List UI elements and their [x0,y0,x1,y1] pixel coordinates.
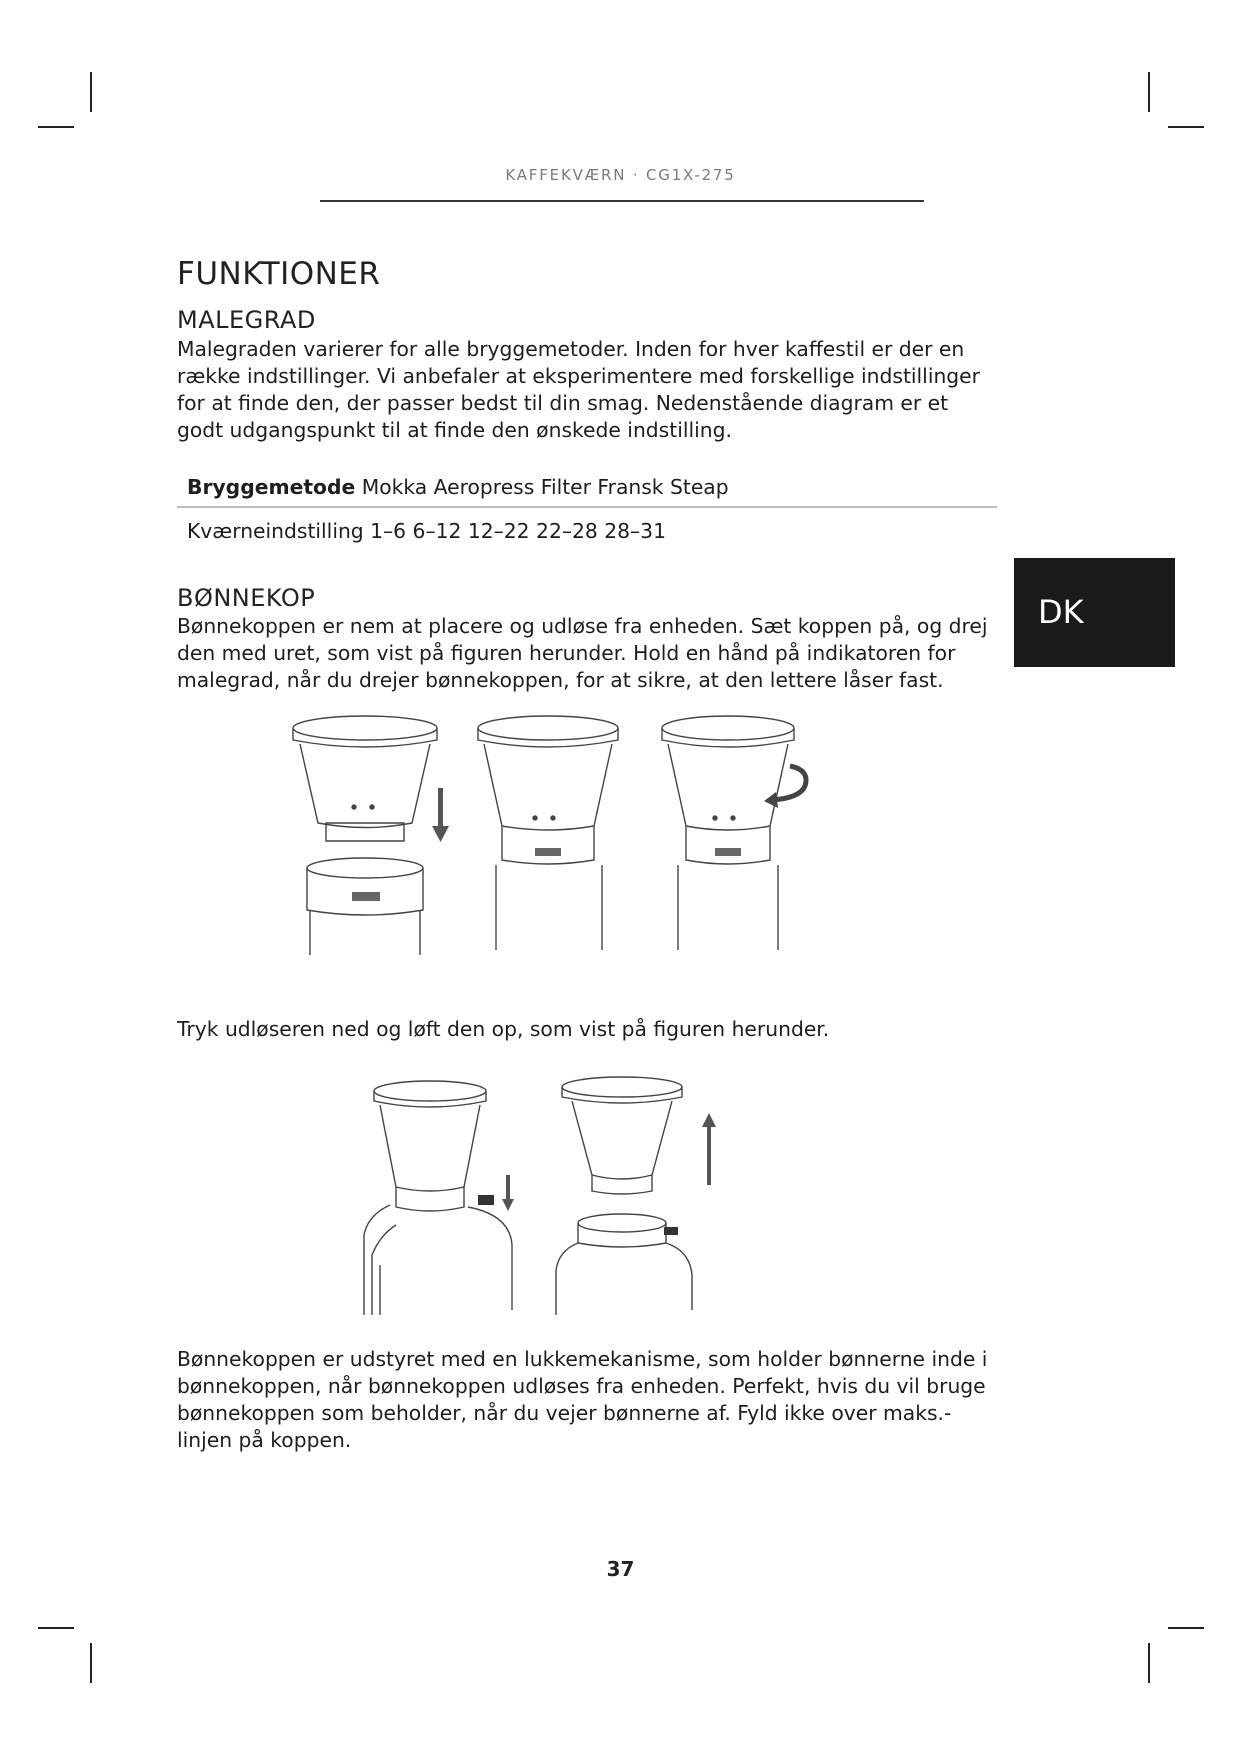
crop-mark [1168,126,1204,128]
table-row [177,514,997,548]
grind-settings-table [177,470,997,548]
malegrad-paragraph: Malegraden varierer for alle bryggemetoder. Inden for hver kaffestil er der en række indstillinger. Vi anbefaler at eksperimentere med forskellige indstillinger for at finde den, der passer bedst til din smag. Nedenstående diagram er et godt udgangspunkt til at finde den ønskede indstilling. [177,337,980,442]
grinder-step-3 [662,716,794,950]
running-header: KAFFEKVÆRN · CG1X-275 [505,166,736,184]
rotate-arrow-icon [764,766,806,808]
crop-mark [1168,1627,1204,1629]
page-title: FUNKTIONER [177,256,381,292]
crop-mark [90,72,92,112]
grinder-lift-cup [556,1077,692,1315]
section-heading-malegrad: MALEGRAD [177,306,316,334]
arrow-down-icon [432,788,449,842]
language-tab: DK [1014,558,1175,667]
grinder-step-1 [293,716,437,955]
table-row-label: Kværneindstilling [187,519,364,543]
arrow-down-icon [502,1175,514,1211]
table-row-values: 1–6 6–12 12–22 22–28 28–31 [370,519,666,543]
page-number: 37 [606,1557,635,1581]
table-header-label: Bryggemetode [187,475,356,499]
grinder-step-2 [478,716,618,950]
bean-cup-attach-figure [290,710,810,955]
section-heading-bonnekop: BØNNEKOP [177,584,316,612]
table-header-methods: Mokka Aeropress Filter Fransk Steap [361,475,729,499]
lock-mechanism-paragraph: Bønnekoppen er udstyret med en lukkemekanisme, som holder bønnerne inde i bønnekoppen, når bønnekoppen udløses fra enheden. Perfekt, hvis du vil bruge bønnekoppen som beholder, når du vejer bønnerne af. Fyld ikke over maks.-linjen på koppen. [177,1347,988,1452]
header-rule [320,200,924,202]
crop-mark [1148,1643,1150,1683]
release-instruction: Tryk udløseren ned og løft den op, som vist på figuren herunder. [177,1017,830,1041]
bonnekop-paragraph: Bønnekoppen er nem at placere og udløse fra enheden. Sæt koppen på, og drej den med uret, som vist på figuren herunder. Hold en hånd på indikatoren for malegrad, når du drejer bønnekoppen, for at sikre, at den lettere låser fast. [177,614,988,692]
crop-mark [1148,72,1150,112]
bean-cup-release-figure [360,1075,720,1315]
crop-mark [90,1643,92,1683]
crop-mark [38,1627,74,1629]
table-header-row [177,470,997,504]
arrow-up-icon [702,1113,716,1185]
grinder-press-release [364,1081,512,1315]
table-divider [177,506,997,508]
crop-mark [38,126,74,128]
